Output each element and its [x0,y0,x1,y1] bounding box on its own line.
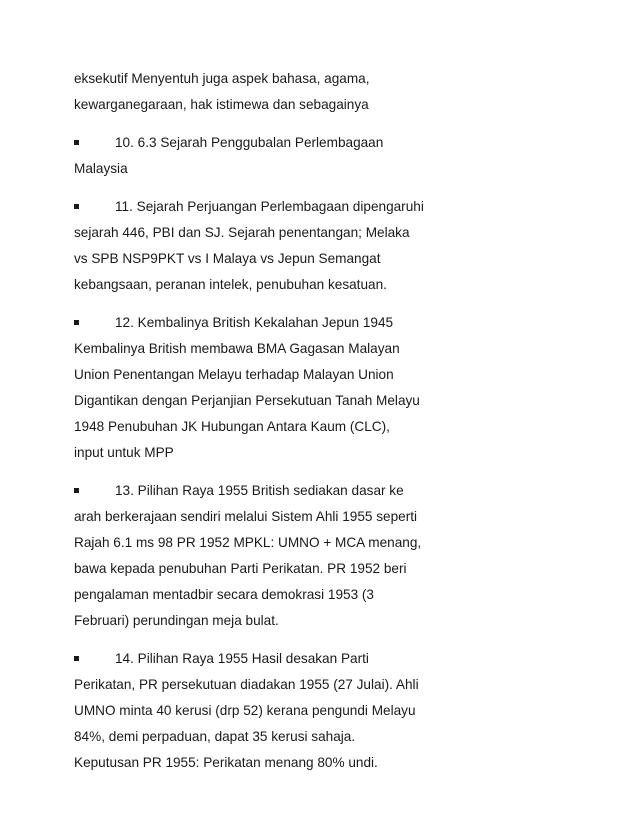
list-item [74,194,574,298]
list-item [74,310,574,466]
text-line: Februari) perundingan meja bulat. [74,613,279,628]
text-line: sejarah 446, PBI dan SJ. Sejarah penentangan; Melaka [74,225,410,240]
text-line: Malaysia [74,161,128,176]
bullet-icon [74,140,79,145]
list-item [74,646,574,776]
text-line: Union Penentangan Melayu terhadap Malayan Union [74,367,394,382]
list-item [74,478,574,634]
text-line-first [74,130,574,156]
item-heading: 12. Kembalinya British Kekalahan Jepun 1945 [115,315,394,330]
bullet-icon [74,204,79,209]
item-heading: 11. Sejarah Perjuangan Perlembagaan dipengaruhi [115,199,424,214]
text-line: UMNO minta 40 kerusi (drp 52) kerana pengundi Melayu [74,703,416,718]
bullet-icon [74,656,79,661]
text-line: kebangsaan, peranan intelek, penubuhan kesatuan. [74,277,387,292]
text-line: Digantikan dengan Perjanjian Persekutuan Tanah Melayu [74,393,420,408]
bullet-icon [74,320,79,325]
text-line-first [74,646,574,672]
intro-paragraph [74,66,574,118]
text-line-first [74,478,574,504]
text-line: arah berkerajaan sendiri melalui Sistem Ahli 1955 seperti [74,509,418,524]
text-line-first [74,310,574,336]
text-line: 1948 Penubuhan JK Hubungan Antara Kaum (CLC), [74,419,390,434]
text-line: vs SPB NSP9PKT vs I Malaya vs Jepun Semangat [74,251,381,266]
document-page [74,66,574,776]
text-line: 84%, demi perpaduan, dapat 35 kerusi sahaja. [74,729,356,744]
text-line: pengalaman mentadbir secara demokrasi 1953 (3 [74,587,374,602]
text-line: kewarganegaraan, hak istimewa dan sebagainya [74,97,369,112]
item-heading: 14. Pilihan Raya 1955 Hasil desakan Parti [115,651,369,666]
text-line: input untuk MPP [74,445,174,460]
item-heading: 13. Pilihan Raya 1955 British sediakan dasar ke [115,483,404,498]
bullet-icon [74,488,79,493]
list-item [74,130,574,182]
text-line: Perikatan, PR persekutuan diadakan 1955 (27 Julai). Ahli [74,677,419,692]
text-line: bawa kepada penubuhan Parti Perikatan. PR 1952 beri [74,561,407,576]
text-line: Keputusan PR 1955: Perikatan menang 80% undi. [74,755,378,770]
text-line: eksekutif Menyentuh juga aspek bahasa, agama, [74,71,370,86]
item-heading: 10. 6.3 Sejarah Penggubalan Perlembagaan [115,135,384,150]
text-line: Rajah 6.1 ms 98 PR 1952 MPKL: UMNO + MCA menang, [74,535,422,550]
text-line: Kembalinya British membawa BMA Gagasan Malayan [74,341,400,356]
text-line-first [74,194,574,220]
